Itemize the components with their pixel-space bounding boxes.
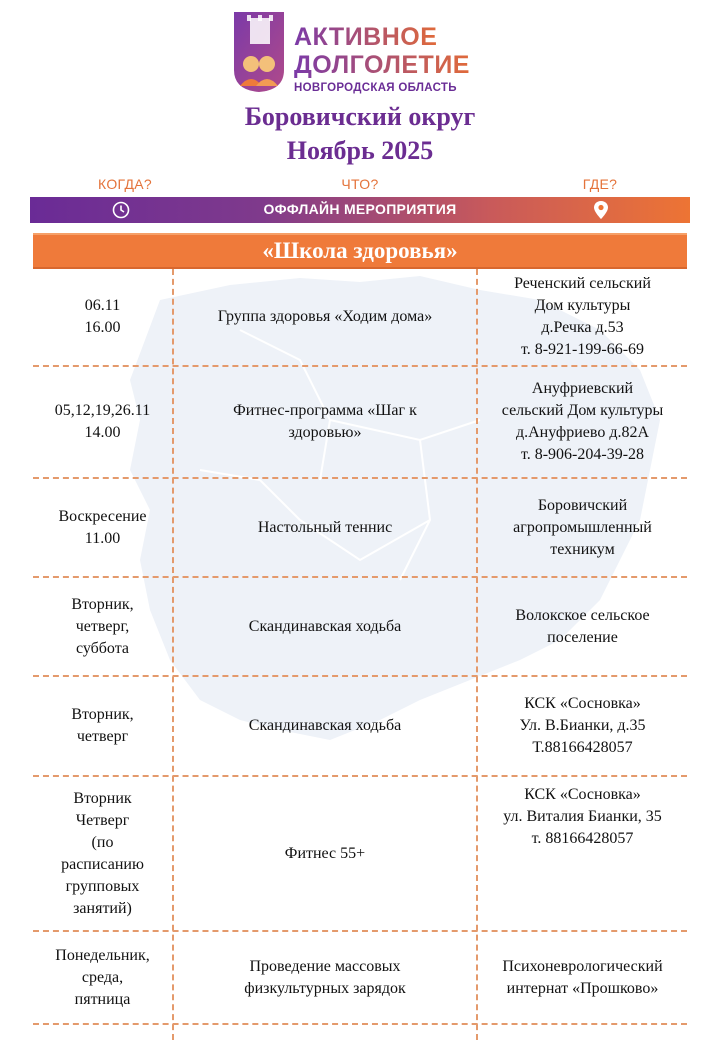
row-2-where: Ануфриевский сельский Дом культуры д.Ануфриево д.82А т. 8-906-204-39-28 bbox=[501, 380, 664, 463]
row-7-when: Понедельник, среда, пятница bbox=[55, 946, 150, 1008]
offline-events-title: ОФФЛАЙН МЕРОПРИЯТИЯ bbox=[263, 201, 457, 217]
row-3-when: Воскресение 11.00 bbox=[58, 507, 147, 547]
row-6-what: Фитнес 55+ bbox=[284, 844, 366, 862]
row-4-when: Вторник, четверг, суббота bbox=[71, 595, 134, 657]
row-5-where: КСК «Сосновка» Ул. В.Бианки, д.35 Т.88166428057 bbox=[519, 695, 646, 756]
header-when: КОГДА? bbox=[98, 176, 152, 192]
row-divider bbox=[33, 1023, 687, 1025]
row-1-what: Группа здоровья «Ходим дома» bbox=[217, 308, 433, 325]
row-4-what: Скандинавская ходьба bbox=[248, 617, 402, 635]
row-7-where: Психоневрологический интернат «Прошково» bbox=[502, 957, 663, 997]
section-title: «Школа здоровья» bbox=[33, 233, 687, 269]
events-table bbox=[33, 269, 687, 1040]
row-1-when: 06.11 16.00 bbox=[84, 297, 121, 336]
row-2-when: 05,12,19,26.11 14.00 bbox=[54, 402, 151, 441]
row-7-what: Проведение массовых физкультурных зарядок bbox=[244, 957, 406, 997]
month-title: Ноябрь 2025 bbox=[286, 136, 434, 165]
logo-title-line1: АКТИВНОЕ bbox=[294, 23, 438, 51]
offline-events-bar bbox=[30, 197, 690, 223]
emblem-icon bbox=[230, 10, 288, 94]
logo bbox=[230, 10, 500, 94]
row-2-what: Фитнес-программа «Шаг к здоровью» bbox=[233, 402, 417, 441]
row-5-what: Скандинавская ходьба bbox=[248, 717, 402, 734]
header-what: ЧТО? bbox=[341, 176, 379, 192]
row-3-where: Боровичский агропромышленный техникум bbox=[513, 496, 652, 558]
header-where: ГДЕ? bbox=[582, 176, 618, 192]
row-4-where: Волокское сельское поселение bbox=[515, 606, 650, 646]
logo-subtitle: НОВГОРОДСКАЯ ОБЛАСТЬ bbox=[294, 82, 457, 94]
row-5-when: Вторник, четверг bbox=[71, 706, 134, 745]
row-1-where: Реченский сельский Дом культуры д.Речка д.53 т. 8-921-199-66-69 bbox=[514, 275, 651, 358]
row-3-what: Настольный теннис bbox=[257, 518, 393, 536]
row-6-when: Вторник Четверг (по расписанию групповых занятий) bbox=[61, 789, 144, 917]
logo-title-line2: ДОЛГОЛЕТИЕ bbox=[294, 51, 470, 79]
row-6-where: КСК «Сосновка» ул. Виталия Бианки, 35 т. 88166428057 bbox=[503, 786, 662, 847]
district-title: Боровичский округ bbox=[244, 102, 476, 131]
location-pin-icon bbox=[593, 200, 609, 220]
